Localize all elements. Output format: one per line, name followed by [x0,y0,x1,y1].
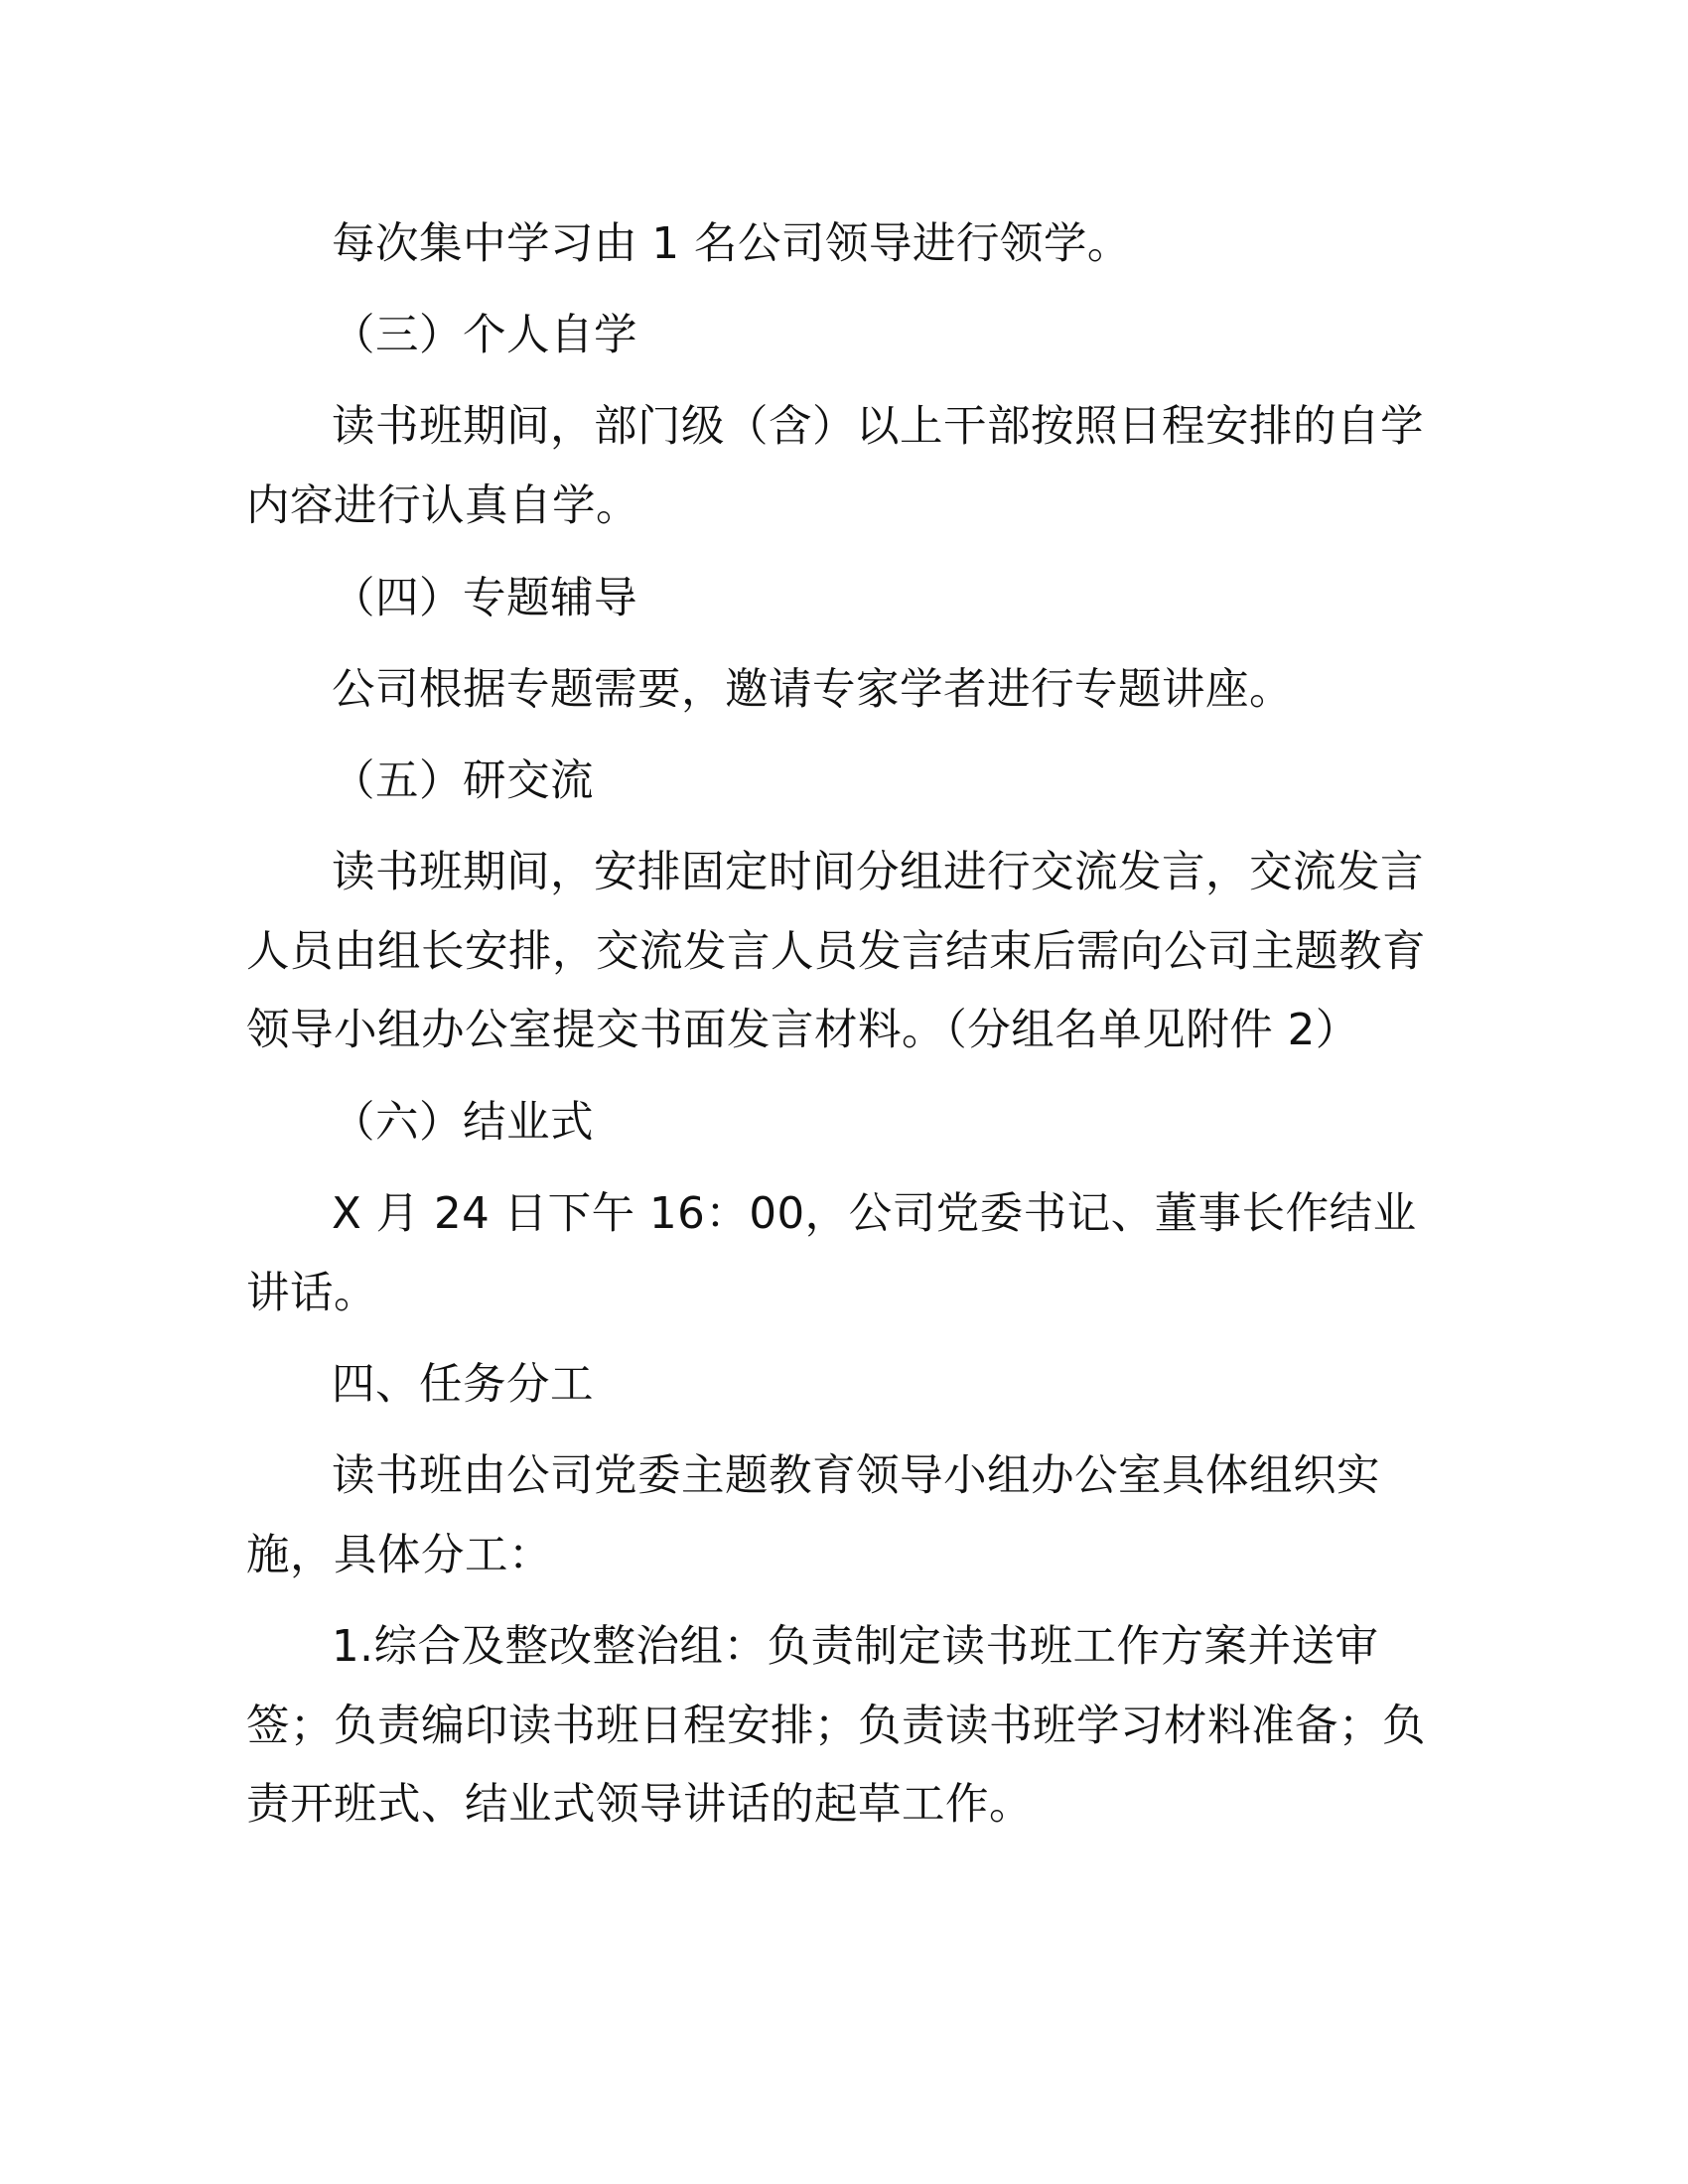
paragraph-line: 读书班期间，部门级（含）以上干部按照日程安排的自学 [332,402,1424,452]
paragraph-line: 读书班期间，安排固定时间分组进行交流发言，交流发言 [332,848,1424,897]
paragraph-line: X 月 24 日下午 16：00，公司党委书记、董事长作结业 [332,1189,1417,1239]
section-heading-exchange: （五）研交流 [332,756,594,806]
section-heading-closing-ceremony: （六）结业式 [332,1098,594,1148]
paragraph-line: 签；负责编印读书班日程安排；负责读书班学习材料准备；负 [246,1702,1426,1751]
paragraph-line: 人员由组长安排，交流发言人员发言结束后需向公司主题教育 [246,927,1426,977]
paragraph-line: 责开班式、结业式领导讲话的起草工作。 [246,1780,1033,1830]
paragraph-line: 内容进行认真自学。 [246,481,639,531]
paragraph-line: 读书班由公司党委主题教育领导小组办公室具体组织实 [332,1451,1380,1501]
paragraph-line: 讲话。 [246,1269,377,1318]
paragraph-line: 每次集中学习由 1 名公司领导进行领学。 [332,219,1131,269]
section-heading-personal-study: （三）个人自学 [332,311,637,360]
paragraph-line: 公司根据专题需要，邀请专家学者进行专题讲座。 [332,665,1293,715]
section-heading-task-division: 四、任务分工 [332,1360,594,1410]
paragraph-line: 施，具体分工： [246,1531,552,1580]
paragraph-line: 领导小组办公室提交书面发言材料。（分组名单见附件 2） [246,1006,1359,1055]
paragraph-line: 1.综合及整改整治组：负责制定读书班工作方案并送审 [332,1622,1379,1672]
section-heading-special-guidance: （四）专题辅导 [332,574,637,623]
